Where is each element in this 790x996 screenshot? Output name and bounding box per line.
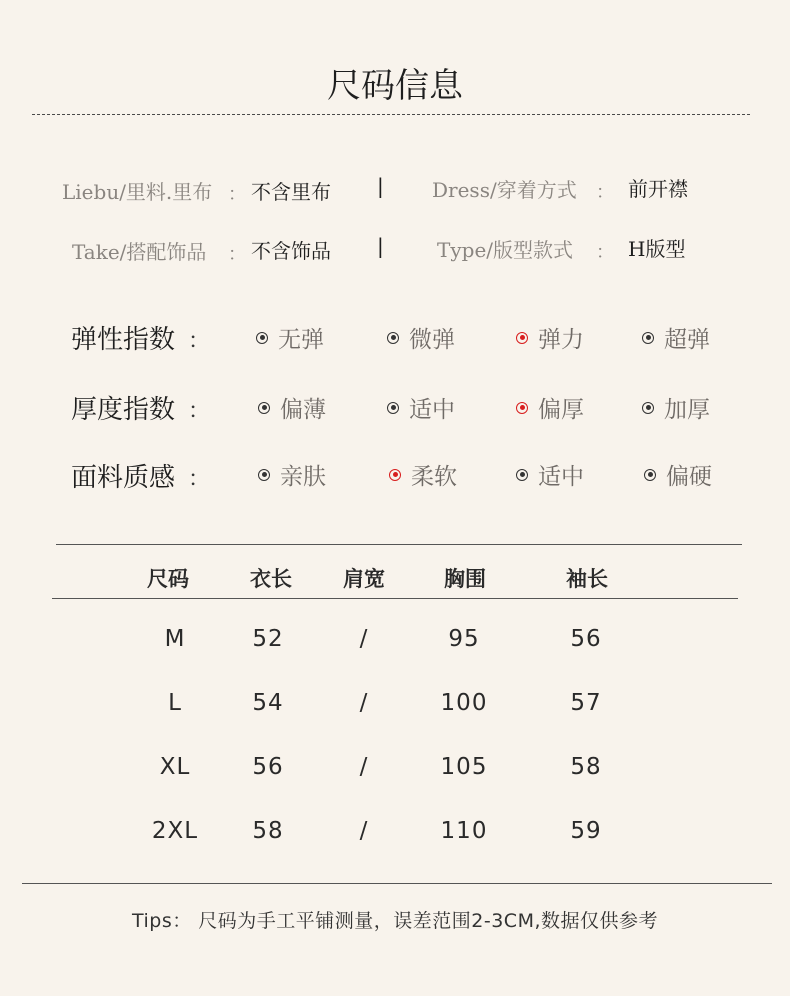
radio-icon — [516, 469, 528, 481]
table-header-chest: 胸围 — [444, 566, 486, 591]
table-cell: 58 — [252, 818, 284, 844]
option-label: 柔软 — [411, 464, 457, 490]
table-cell: 100 — [440, 690, 488, 716]
page-title: 尺码信息 — [327, 66, 463, 106]
option-thickness-extra[interactable] — [642, 391, 710, 424]
table-cell: 2XL — [151, 818, 199, 844]
radio-icon — [387, 402, 399, 414]
option-label: 偏硬 — [666, 464, 712, 490]
table-cell: / — [359, 626, 369, 652]
table-header-border — [52, 598, 738, 599]
table-cell: 59 — [570, 818, 602, 844]
option-label: 加厚 — [664, 397, 710, 423]
option-label: 偏薄 — [280, 397, 326, 423]
option-elasticity-stretch[interactable] — [516, 321, 584, 354]
option-label: 超弹 — [664, 327, 710, 353]
index-colon: ： — [188, 329, 211, 354]
table-bottom-border — [22, 883, 772, 884]
tips-text: Tips： 尺码为手工平铺测量，误差范围2-3CM,数据仅供参考 — [131, 910, 659, 932]
attr-key-dress: Dress/穿着方式 — [432, 178, 577, 202]
table-header-sleeve: 袖长 — [566, 566, 608, 591]
attr-colon: ： — [228, 244, 246, 265]
attr-value-type: H版型 — [628, 237, 686, 261]
option-label: 微弹 — [409, 327, 455, 353]
option-label: 适中 — [538, 464, 584, 490]
option-texture-skin[interactable] — [258, 458, 326, 491]
attr-colon: ： — [228, 184, 246, 205]
table-cell: / — [359, 690, 369, 716]
option-label: 偏厚 — [538, 397, 584, 423]
option-elasticity-none[interactable] — [256, 321, 324, 354]
table-cell: 57 — [570, 690, 602, 716]
option-texture-hard[interactable] — [644, 458, 712, 491]
option-label: 适中 — [409, 397, 455, 423]
table-cell: 56 — [570, 626, 602, 652]
index-label-thickness: 厚度指数 — [71, 395, 176, 425]
option-elasticity-slight[interactable] — [387, 321, 455, 354]
radio-icon — [644, 469, 656, 481]
table-cell: 56 — [252, 754, 284, 780]
table-top-border — [56, 544, 742, 545]
option-thickness-medium[interactable] — [387, 391, 455, 424]
option-texture-medium[interactable] — [516, 458, 584, 491]
radio-icon — [258, 402, 270, 414]
table-cell: L — [168, 690, 182, 716]
radio-icon — [642, 332, 654, 344]
option-elasticity-super[interactable] — [642, 321, 710, 354]
radio-selected-icon — [516, 402, 528, 414]
index-label-elasticity: 弹性指数 — [71, 325, 176, 355]
index-label-texture: 面料质感 — [71, 463, 176, 493]
table-cell: / — [359, 754, 369, 780]
radio-icon — [642, 402, 654, 414]
attr-key-lining: Liebu/里料.里布 — [62, 180, 213, 204]
table-cell: 95 — [448, 626, 480, 652]
table-header-size: 尺码 — [147, 566, 189, 591]
option-label: 弹力 — [538, 327, 584, 353]
attr-colon: ： — [596, 182, 614, 203]
radio-selected-icon — [516, 332, 528, 344]
attr-separator: | — [377, 174, 384, 198]
index-colon: ： — [188, 467, 211, 492]
table-cell: XL — [159, 754, 191, 780]
radio-icon — [256, 332, 268, 344]
radio-selected-icon — [389, 469, 401, 481]
attr-value-lining: 不含里布 — [251, 180, 331, 204]
radio-icon — [258, 469, 270, 481]
index-colon: ： — [188, 399, 211, 424]
attr-value-dress: 前开襟 — [628, 177, 688, 201]
title-divider — [32, 114, 750, 115]
attr-key-accessory: Take/搭配饰品 — [72, 240, 207, 264]
radio-icon — [387, 332, 399, 344]
table-cell: 54 — [252, 690, 284, 716]
option-thickness-thick[interactable] — [516, 391, 584, 424]
table-cell: / — [359, 818, 369, 844]
attr-value-accessory: 不含饰品 — [251, 239, 331, 263]
attr-colon: ： — [596, 242, 614, 263]
table-cell: 52 — [252, 626, 284, 652]
option-label: 无弹 — [278, 327, 324, 353]
table-cell: 110 — [440, 818, 488, 844]
table-cell: M — [164, 626, 186, 652]
table-header-length: 衣长 — [250, 566, 292, 591]
table-cell: 58 — [570, 754, 602, 780]
attr-separator: | — [377, 234, 384, 258]
option-texture-soft[interactable] — [389, 458, 457, 491]
option-label: 亲肤 — [280, 464, 326, 490]
table-cell: 105 — [440, 754, 488, 780]
attr-key-type: Type/版型款式 — [437, 238, 574, 262]
option-thickness-thin[interactable] — [258, 391, 326, 424]
table-header-shoulder: 肩宽 — [343, 566, 385, 591]
